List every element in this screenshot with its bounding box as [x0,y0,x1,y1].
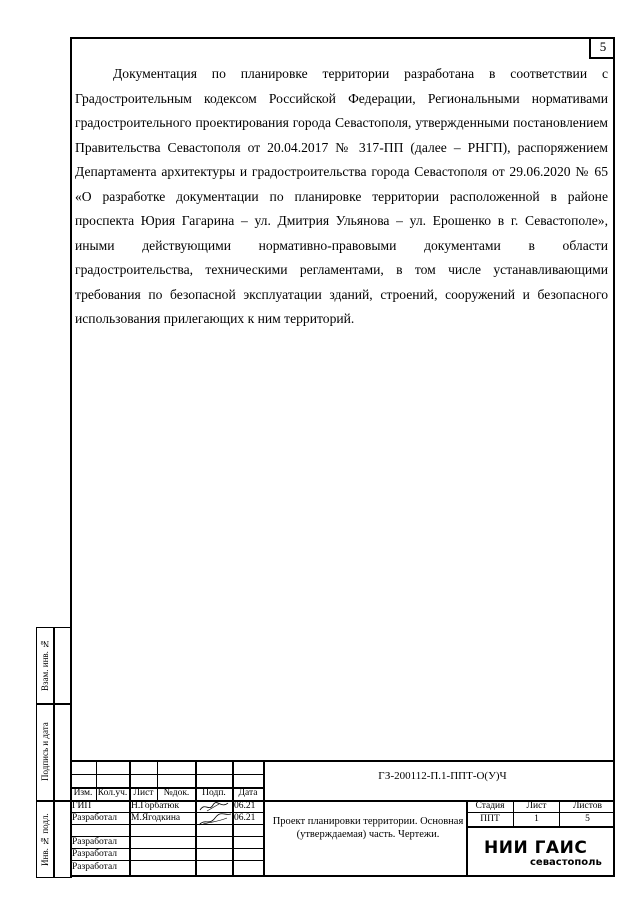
vzam-inv-label: Взам. инв. № [40,638,50,692]
stage-label: Стадия [475,801,505,811]
sheets-label: Листов [572,801,602,811]
signature-2 [197,812,233,828]
sheet-label: Лист [526,801,547,811]
document-body [75,62,608,332]
row-role: Разработал [72,837,117,847]
document-title: Проект планировки территории. Основная (утверждаемая) часть. Чертежи. [272,816,464,840]
hdr-data: Дата [238,788,258,798]
sheet-value: 1 [534,814,539,824]
row-role: Разработал [72,862,117,872]
row-date: 06.21 [234,801,256,811]
sheets-value: 5 [585,814,590,824]
hdr-izm: Изм. [73,788,93,798]
row-date: 06.21 [234,813,256,823]
row-role: Разработал [72,849,117,859]
document-code: ГЗ-200112-П.1-ППТ-О(У)Ч [378,770,507,782]
stage-value: ППТ [480,814,500,824]
page-number: 5 [589,37,615,59]
row-name: М.Ягодкина [131,813,181,823]
row-name: Н.Горбатюк [131,801,180,811]
main-paragraph: Документация по планировке территории разработана в соответствии с Градостроительным кодексом Российской Федерации, Региональными нормативами градостроительного проектирования города Севастополя, утвержденными постановлением Правительства Севастополя от 20.04.2017 № 317-ПП (далее – РНГП), распоряжением Департамента архитектуры и градостроительства города Севастополя от 29.06.2020 № 65 «О разработке документации по планировке территории расположенной в районе проспекта Юрия Гагарина – ул. Дмитрия Ульянова – ул. Ерошенко в г. Севастополе», иными действующими нормативно-правовыми документами в области градостроительства, техническими регламентами, в том числе устанавливающими требования по безопасной эксплуатации зданий, строений, сооружений и безопасного использования прилегающих к ним территорий. [75,66,608,326]
inv-podl-label: Инв. № подл. [40,813,50,866]
org-logo: НИИ ГАИС [484,838,588,858]
hdr-list: Лист [133,788,154,798]
podpis-data-label: Подпись и дата [40,722,50,782]
hdr-ndok: №док. [163,788,190,798]
row-role: Разработал [72,813,117,823]
org-city: севастополь [530,857,602,868]
row-role: ГИП [72,801,92,811]
hdr-kol: Кол.уч. [97,788,128,798]
hdr-podp: Подп. [202,788,226,798]
